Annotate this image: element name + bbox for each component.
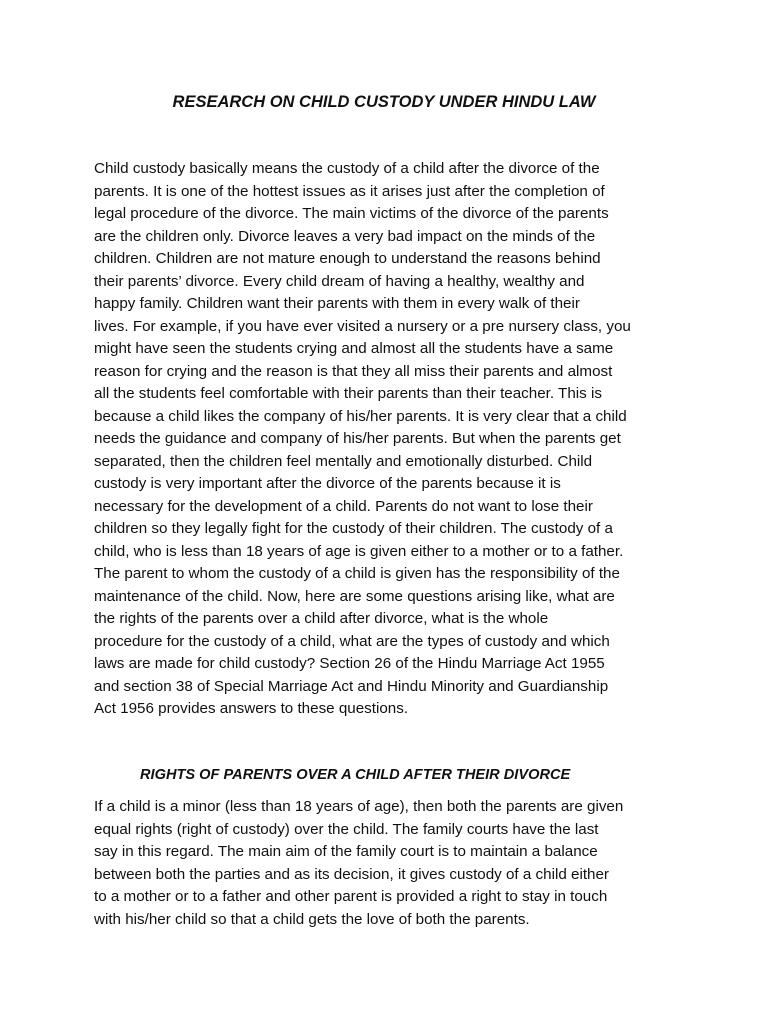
- rights-paragraph: [94, 796, 684, 931]
- paragraph-line: necessary for the development of a child. Parents do not want to lose their: [94, 497, 593, 515]
- paragraph-line: between both the parties and as its decision, it gives custody of a child either: [94, 865, 609, 883]
- section-heading: RIGHTS OF PARENTS OVER A CHILD AFTER THEIR DIVORCE: [140, 767, 571, 783]
- paragraph-line: legal procedure of the divorce. The main victims of the divorce of the parents: [94, 205, 609, 222]
- paragraph-line: custody is very important after the divorce of the parents because it is: [94, 475, 561, 492]
- paragraph-line: to a mother or to a father and other parent is provided a right to stay in touch: [94, 888, 608, 905]
- paragraph-line: might have seen the students crying and almost all the students have a same: [94, 340, 614, 357]
- paragraph-line: If a child is a minor (less than 18 years of age), then both the parents are given: [94, 798, 624, 815]
- paragraph-line: Act 1956 provides answers to these questions.: [94, 700, 409, 717]
- paragraph-line: child, who is less than 18 years of age is given either to a mother or to a father.: [94, 542, 624, 560]
- paragraph-line: children. Children are not mature enough to understand the reasons behind: [94, 250, 601, 267]
- paragraph-line: children so they legally fight for the custody of their children. The custody of a: [94, 520, 613, 537]
- paragraph-line: equal rights (right of custody) over the child. The family courts have the last: [94, 820, 599, 838]
- paragraph-line: maintenance of the child. Now, here are some questions arising like, what are: [94, 587, 615, 605]
- paragraph-line: separated, then the children feel mentally and emotionally disturbed. Child: [94, 452, 593, 470]
- paragraph-line: The parent to whom the custody of a child is given has the responsibility of the: [94, 565, 620, 582]
- document-title: RESEARCH ON CHILD CUSTODY UNDER HINDU LAW: [172, 93, 596, 111]
- intro-paragraph: [94, 158, 684, 721]
- paragraph-line: are the children only. Divorce leaves a very bad impact on the minds of the: [94, 227, 596, 245]
- paragraph-line: all the students feel comfortable with their parents than their teacher. This is: [94, 385, 602, 402]
- paragraph-line: their parents’ divorce. Every child dream of having a healthy, wealthy and: [94, 272, 585, 290]
- paragraph-line: needs the guidance and company of his/her parents. But when the parents get: [94, 430, 621, 447]
- paragraph-line: parents. It is one of the hottest issues as it arises just after the completion of: [94, 182, 605, 200]
- paragraph-line: happy family. Children want their parents with them in every walk of their: [94, 295, 580, 312]
- paragraph-line: because a child likes the company of his/her parents. It is very clear that a child: [94, 407, 627, 425]
- paragraph-line: say in this regard. The main aim of the family court is to maintain a balance: [94, 843, 598, 860]
- paragraph-line: Child custody basically means the custody of a child after the divorce of the: [94, 160, 600, 177]
- paragraph-line: lives. For example, if you have ever visited a nursery or a pre nursery class, you: [94, 317, 631, 335]
- paragraph-line: the rights of the parents over a child after divorce, what is the whole: [94, 610, 549, 627]
- paragraph-line: reason for crying and the reason is that they all miss their parents and almost: [94, 362, 613, 380]
- paragraph-line: with his/her child so that a child gets the love of both the parents.: [94, 910, 530, 928]
- paragraph-line: laws are made for child custody? Section 26 of the Hindu Marriage Act 1955: [94, 655, 605, 672]
- paragraph-line: procedure for the custody of a child, what are the types of custody and which: [94, 632, 610, 650]
- paragraph-line: and section 38 of Special Marriage Act and Hindu Minority and Guardianship: [94, 677, 609, 695]
